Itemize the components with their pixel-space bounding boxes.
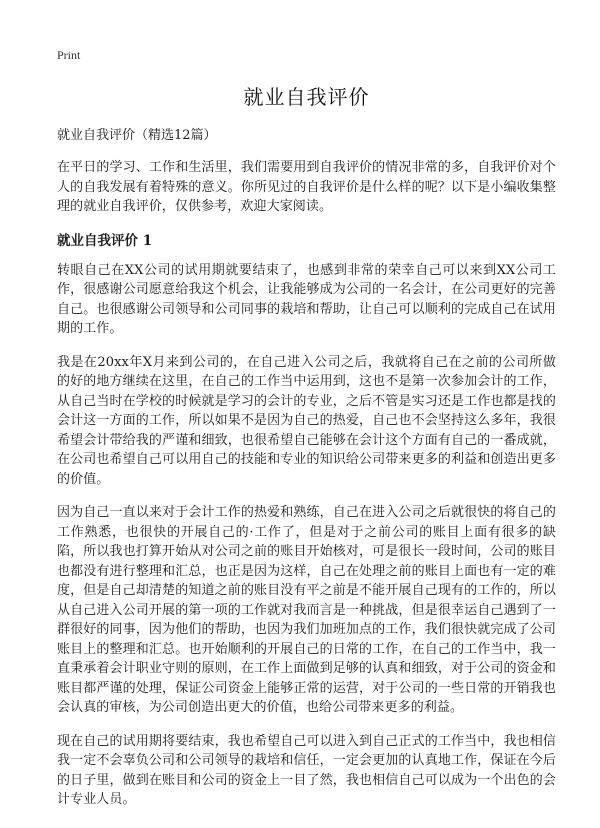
- print-link[interactable]: Print: [57, 48, 81, 62]
- section-heading: 就业自我评价 1: [57, 232, 153, 249]
- body-paragraph: 我是在20xx年X月来到公司的，在自己进入公司之后，我就将自己在之前的公司所做的好的地方继续在这里，在自己的工作当中运用到，这也不是第一次参加会计的工作，从自己当时在学校的时候就是学习的会计的专业，之后不管是实习还是工作也都是找的会计这一方面的工作，所以如果不是因为自己的热爱，自己也不会坚持这么多年，我很希望会计带给我的严谨和细致，也很希望自己能够在会计这个方面有自己的一番成就，在公司也希望自己可以用自己的技能和专业的知识给公司带来更多的利益和创造出更多的价值。: [57, 354, 556, 487]
- page-title: 就业自我评价: [243, 85, 370, 109]
- body-paragraph: 因为自己一直以来对于会计工作的热爱和熟练，自己在进入公司之后就很快的将自己的工作熟悉，也很快的开展自己的·工作了，但是对于之前公司的账目上面有很多的缺陷，所以我也打算开始从对公司之前的账目开始核对，可是很长一段时间，公司的账目也都没有进行整理和汇总，也正是因为这样，自己在处理之前的账目上面也有一定的难度，但是自己却清楚的知道之前的账目没有平之前是不能开展自己现有的工作的，所以从自己进入公司开展的第一项的工作就对我而言是一种挑战，但是很幸运自己遇到了一群很好的同事，因为他们的帮助，也因为我们加班加点的工作，我们很快就完成了公司账目上的整理和汇总。也开始顺利的开展自己的日常的工作，在自己的工作当中，我一直秉承着会计职业守则的原则，在工作上面做到足够的认真和细致，对于公司的资金和账目都严谨的处理，保证公司资金上能够正常的运营，对于公司的一些日常的开销我也会认真的审核，为公司创造出更大的价值，也给公司带来更多的利益。: [57, 505, 556, 715]
- intro-paragraph: 在平日的学习、工作和生活里，我们需要用到自我评价的情况非常的多，自我评价对个人的自我发展有着特殊的意义。你所见过的自我评价是什么样的呢？以下是小编收集整理的就业自我评价，仅供参考，欢迎大家阅读。: [57, 160, 556, 214]
- body-paragraph: 转眼自己在XX公司的试用期就要结束了，也感到非常的荣幸自己可以来到XX公司工作，很感谢公司愿意给我这个机会，让我能够成为公司的一名会计，在公司更好的完善自己。也很感谢公司领导和公司同事的栽培和帮助，让自己可以顺利的完成自己在试用期的工作。: [57, 262, 556, 336]
- document-subtitle: 就业自我评价（精选12篇）: [57, 128, 217, 143]
- body-paragraph: 现在自己的试用期将要结束，我也希望自己可以进入到自己正式的工作当中，我也相信我一定不会辜负公司和公司领导的栽培和信任，一定会更加的认真地工作，保证在今后的日子里，做到在账目和公司的资金上一目了然，我也相信自己可以成为一个出色的会计专业人员。: [57, 733, 556, 807]
